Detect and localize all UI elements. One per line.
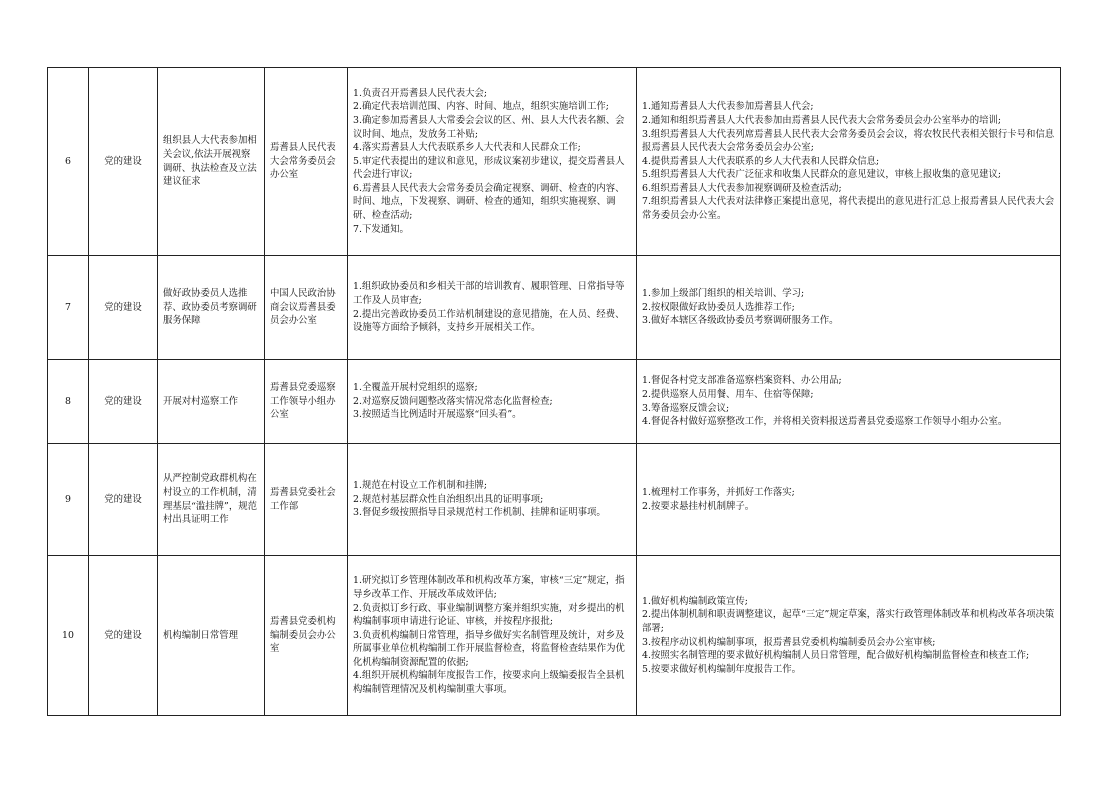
county-duty-line: 4.组织开展机构编制年度报告工作，按要求向上级编委报告全县机构编制管理情况及机构编制重大事项。 [353, 670, 625, 696]
department-cell: 中国人民政治协商会议焉耆县委员会办公室 [265, 256, 348, 360]
county-duty-line: 1.组织政协委员和乡相关干部的培训教育、履职管理、日常指导等工作及人员审查; [353, 281, 625, 306]
category-cell: 党的建设 [89, 444, 158, 556]
county-duty-line: 1.负责召开焉耆县人民代表大会; [353, 87, 487, 99]
town-duty-line: 5.组织焉耆县人大代表广泛征求和收集人民群众的意见建议，审核上报收集的意见建议; [642, 169, 1001, 181]
county-duties-cell [348, 360, 637, 444]
item-cell: 组织县人大代表参加相关会议,依法开展视察调研、执法检查及立法建议征求 [158, 68, 265, 256]
town-duty-line: 3.筹备巡察反馈会议; [642, 402, 730, 414]
item-cell: 从严控制党政群机构在村设立的工作机制，清理基层“滥挂牌”，规范村出具证明工作 [158, 444, 265, 556]
town-duty-line: 1.通知焉耆县人大代表参加焉耆县人代会; [642, 101, 814, 113]
town-duty-line: 6.组织焉耆县人大代表参加视察调研及检查活动; [642, 182, 842, 194]
county-duty-line: 1.全覆盖开展村党组织的巡察; [353, 382, 478, 394]
table-row [48, 556, 1061, 716]
county-duty-line: 2.对巡察反馈问题整改落实情况常态化监督检查; [353, 395, 553, 407]
row-number: 9 [48, 444, 89, 556]
town-duty-line: 4.按照实名制管理的要求做好机构编制人员日常管理，配合做好机构编制监督检查和核查工作; [642, 650, 1030, 662]
county-duty-line: 2.负责拟订乡行政、事业编制调整方案并组织实施，对乡提出的机构编制事项申请进行论证、审核，并按程序报批; [353, 602, 625, 628]
county-duty-line: 2.确定代表培训范围、内容、时间、地点，组织实施培训工作; [353, 101, 609, 113]
row-number: 7 [48, 256, 89, 360]
table-body [48, 68, 1061, 716]
county-duties-cell [348, 68, 637, 256]
town-duty-line: 2.提出体制机制和职责调整建议，起草“三定”规定草案，落实行政管理体制改革和机构改革各项决策部署; [642, 609, 1055, 634]
county-duty-line: 3.负责机构编制日常管理，指导乡做好实名制管理及统计，对乡及所属事业单位机构编制工作开展监督检查，将监督检查结果作为优化机构编制资源配置的依据; [353, 629, 625, 668]
county-duty-line: 7.下发通知。 [353, 223, 409, 235]
county-duty-line: 1.研究拟订乡管理体制改革和机构改革方案，审核“三定”规定，指导乡改革工作、开展改革成效评估; [353, 575, 625, 600]
town-duties-cell [637, 444, 1061, 556]
county-duties-cell [348, 256, 637, 360]
department-cell: 焉耆县党委巡察工作领导小组办公室 [265, 360, 348, 444]
county-duty-line: 3.确定参加焉耆县人大常委会会议的区、州、县人大代表名额、会议时间、地点，发放务工补贴; [353, 114, 625, 140]
county-duties-cell [348, 444, 637, 556]
town-duty-line: 1.做好机构编制政策宣传; [642, 595, 748, 607]
table-row [48, 256, 1061, 360]
town-duty-line: 3.按程序动议机构编制事项，报焉耆县党委机构编制委员会办公室审核; [642, 636, 936, 648]
town-duty-line: 4.提供焉耆县人大代表联系的乡人大代表和人民群众信息; [642, 155, 880, 167]
town-duties-cell [637, 360, 1061, 444]
table-row [48, 360, 1061, 444]
table-row [48, 68, 1061, 256]
town-duty-line: 7.组织焉耆县人大代表对法律修正案提出意见，将代表提出的意见进行汇总上报焉耆县人民代表大会常务委员会办公室。 [642, 196, 1055, 222]
county-duty-line: 2.规范村基层群众性自治组织出具的证明事项; [353, 493, 544, 505]
category-cell: 党的建设 [89, 556, 158, 716]
item-cell: 机构编制日常管理 [158, 556, 265, 716]
department-cell: 焉耆县党委机构编制委员会办公室 [265, 556, 348, 716]
county-duty-line: 4.落实焉耆县人大代表联系乡人大代表和人民群众工作; [353, 142, 581, 154]
department-cell: 焉耆县人民代表大会常务委员会办公室 [265, 68, 348, 256]
town-duty-line: 1.督促各村党支部准备巡察档案资料、办公用品; [642, 375, 842, 387]
county-duty-line: 1.规范在村设立工作机制和挂牌; [353, 480, 487, 492]
row-number: 10 [48, 556, 89, 716]
town-duty-line: 2.通知和组织焉耆县人大代表参加由焉耆县人民代表大会常务委员会办公室举办的培训; [642, 114, 1001, 126]
item-cell: 开展对村巡察工作 [158, 360, 265, 444]
county-duty-line: 3.督促乡级按照指导目录规范村工作机制、挂牌和证明事项。 [353, 507, 606, 519]
county-duty-line: 3.按照适当比例适时开展巡察“回头看”。 [353, 409, 522, 421]
town-duty-line: 2.按要求悬挂村机制牌子。 [642, 500, 755, 512]
row-number: 6 [48, 68, 89, 256]
town-duties-cell [637, 68, 1061, 256]
county-duty-line: 6.焉耆县人民代表大会常务委员会确定视察、调研、检查的内容、时间、地点，下发视察、调研、检查的通知，组织实施视察、调研、检查活动; [353, 182, 625, 222]
item-cell: 做好政协委员人选推荐、政协委员考察调研服务保障 [158, 256, 265, 360]
row-number: 8 [48, 360, 89, 444]
town-duty-line: 3.组织焉耆县人大代表列席焉耆县人民代表大会常务委员会会议，将农牧民代表相关银行卡号和信息报焉耆县人民代表大会常务委员会办公室; [642, 128, 1055, 154]
town-duty-line: 4.督促各村做好巡察整改工作，并将相关资料报送焉耆县党委巡察工作领导小组办公室。 [642, 416, 1008, 428]
county-duties-cell [348, 556, 637, 716]
category-cell: 党的建设 [89, 68, 158, 256]
duty-list-table [47, 67, 1061, 716]
town-duty-line: 5.按要求做好机构编制年度报告工作。 [642, 663, 801, 675]
county-duty-line: 5.审定代表提出的建议和意见，形成议案初步建议，提交焉耆县人代会进行审议; [353, 155, 625, 181]
category-cell: 党的建设 [89, 360, 158, 444]
town-duties-cell [637, 556, 1061, 716]
category-cell: 党的建设 [89, 256, 158, 360]
department-cell: 焉耆县党委社会工作部 [265, 444, 348, 556]
town-duty-line: 2.按权限做好政协委员人选推荐工作; [642, 301, 795, 313]
town-duty-line: 1.参加上级部门组织的相关培训、学习; [642, 288, 805, 300]
town-duty-line: 3.做好本辖区各级政协委员考察调研服务工作。 [642, 315, 839, 327]
town-duties-cell [637, 256, 1061, 360]
table-row [48, 444, 1061, 556]
town-duty-line: 1.梳理村工作事务，并抓好工作落实; [642, 486, 795, 498]
town-duty-line: 2.提供巡察人员用餐、用车、住宿等保障; [642, 388, 814, 400]
county-duty-line: 2.提出完善政协委员工作站机制建设的意见措施，在人员、经费、设施等方面给予倾斜，支持乡开展相关工作。 [353, 308, 625, 334]
